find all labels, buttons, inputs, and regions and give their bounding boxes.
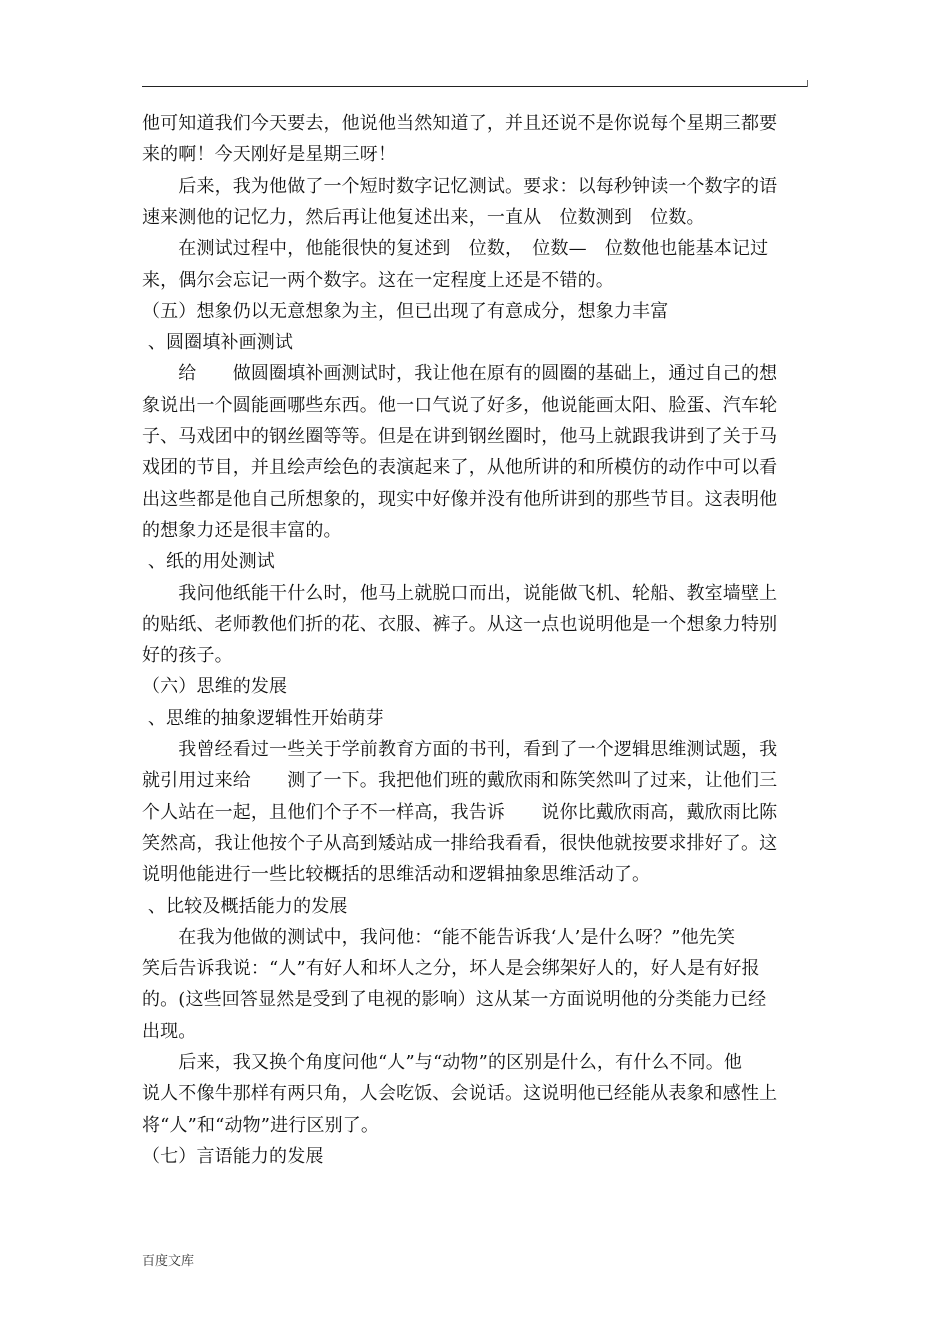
text-line: 笑后告诉我说：“人”有好人和坏人之分，坏人是会绑架好人的，好人是有好报 <box>142 958 760 980</box>
text-line: 、比较及概括能力的发展 <box>142 895 348 917</box>
text-line: 他可知道我们今天要去，他说他当然知道了，并且还说不是你说每个星期三都要 <box>142 113 778 134</box>
text-line: 来的啊！今天刚好是星期三呀！ <box>142 144 397 166</box>
text-line: 在测试过程中，他能很快的复述到 位数， 位数— 位数他也能基本记过 <box>142 238 769 260</box>
text-line: 象说出一个圆能画哪些东西。他一口气说了好多，他说能画太阳、脸蛋、汽车轮 <box>142 394 778 416</box>
text-line: （七）言语能力的发展 <box>142 1145 324 1167</box>
text-line: 说明他能进行一些比较概括的思维活动和逻辑抽象思维活动了。 <box>142 864 651 886</box>
text-line: 后来，我为他做了一个短时数字记忆测试。要求：以每秒钟读一个数字的语 <box>142 175 778 197</box>
text-line: 的想象力还是很丰富的。 <box>142 519 342 541</box>
text-line: 、圆圈填补画测试 <box>142 332 294 354</box>
text-line: 在我为他做的测试中，我问他：“能不能告诉我‘人’是什么呀？”他先笑 <box>142 926 736 948</box>
text-line: 我问他纸能干什么时，他马上就脱口而出，说能做飞机、轮船、教室墙壁上 <box>142 582 778 604</box>
text-line: 个人站在一起，且他们个子不一样高，我告诉 说你比戴欣雨高，戴欣雨比陈 <box>142 801 778 823</box>
text-line: 后来，我又换个角度问他“人”与“动物”的区别是什么，有什么不同。他 <box>142 1052 743 1073</box>
text-line: （六）思维的发展 <box>142 676 288 698</box>
header-rule-tick <box>807 80 808 87</box>
text-line: 出这些都是他自己所想象的，现实中好像并没有他所讲到的那些节目。这表明他 <box>142 488 778 510</box>
text-line: 我曾经看过一些关于学前教育方面的书刊，看到了一个逻辑思维测试题，我 <box>142 739 778 760</box>
text-line: 的贴纸、老师教他们折的花、衣服、裤子。从这一点也说明他是一个想象力特别 <box>142 613 778 635</box>
text-line: 速来测他的记忆力，然后再让他复述出来，一直从 位数测到 位数。 <box>142 206 705 228</box>
text-line: 出现。 <box>142 1020 197 1042</box>
text-line: 的。(这些回答显然是受到了电视的影响）这从某一方面说明他的分类能力已经 <box>142 989 767 1011</box>
text-line: 好的孩子。 <box>142 645 233 667</box>
text-line: 子、马戏团中的钢丝圈等等。但是在讲到钢丝圈时，他马上就跟我讲到了关于马 <box>142 426 778 447</box>
footer-text: 百度文库 <box>142 1254 195 1269</box>
text-line: 、思维的抽象逻辑性开始萌芽 <box>142 707 384 729</box>
text-line: 说人不像牛那样有两只角，人会吃饭、会说话。这说明他已经能从表象和感性上 <box>142 1083 778 1105</box>
text-line: 就引用过来给 测了一下。我把他们班的戴欣雨和陈笑然叫了过来，让他们三 <box>142 770 778 792</box>
text-line: （五）想象仍以无意想象为主，但已出现了有意成分，想象力丰富 <box>142 300 669 322</box>
header-rule <box>142 86 808 87</box>
text-line: 戏团的节目，并且绘声绘色的表演起来了，从他所讲的和所模仿的动作中可以看 <box>142 457 778 479</box>
text-line: 笑然高，我让他按个子从高到矮站成一排给我看看，很快他就按要求排好了。这 <box>142 832 778 854</box>
text-line: 、纸的用处测试 <box>142 551 275 573</box>
text-line: 给 做圆圈填补画测试时，我让他在原有的圆圈的基础上，通过自己的想 <box>142 363 778 385</box>
text-line: 来，偶尔会忘记一两个数字。这在一定程度上还是不错的。 <box>142 269 614 291</box>
text-line: 将“人”和“动物”进行区别了。 <box>142 1114 380 1136</box>
